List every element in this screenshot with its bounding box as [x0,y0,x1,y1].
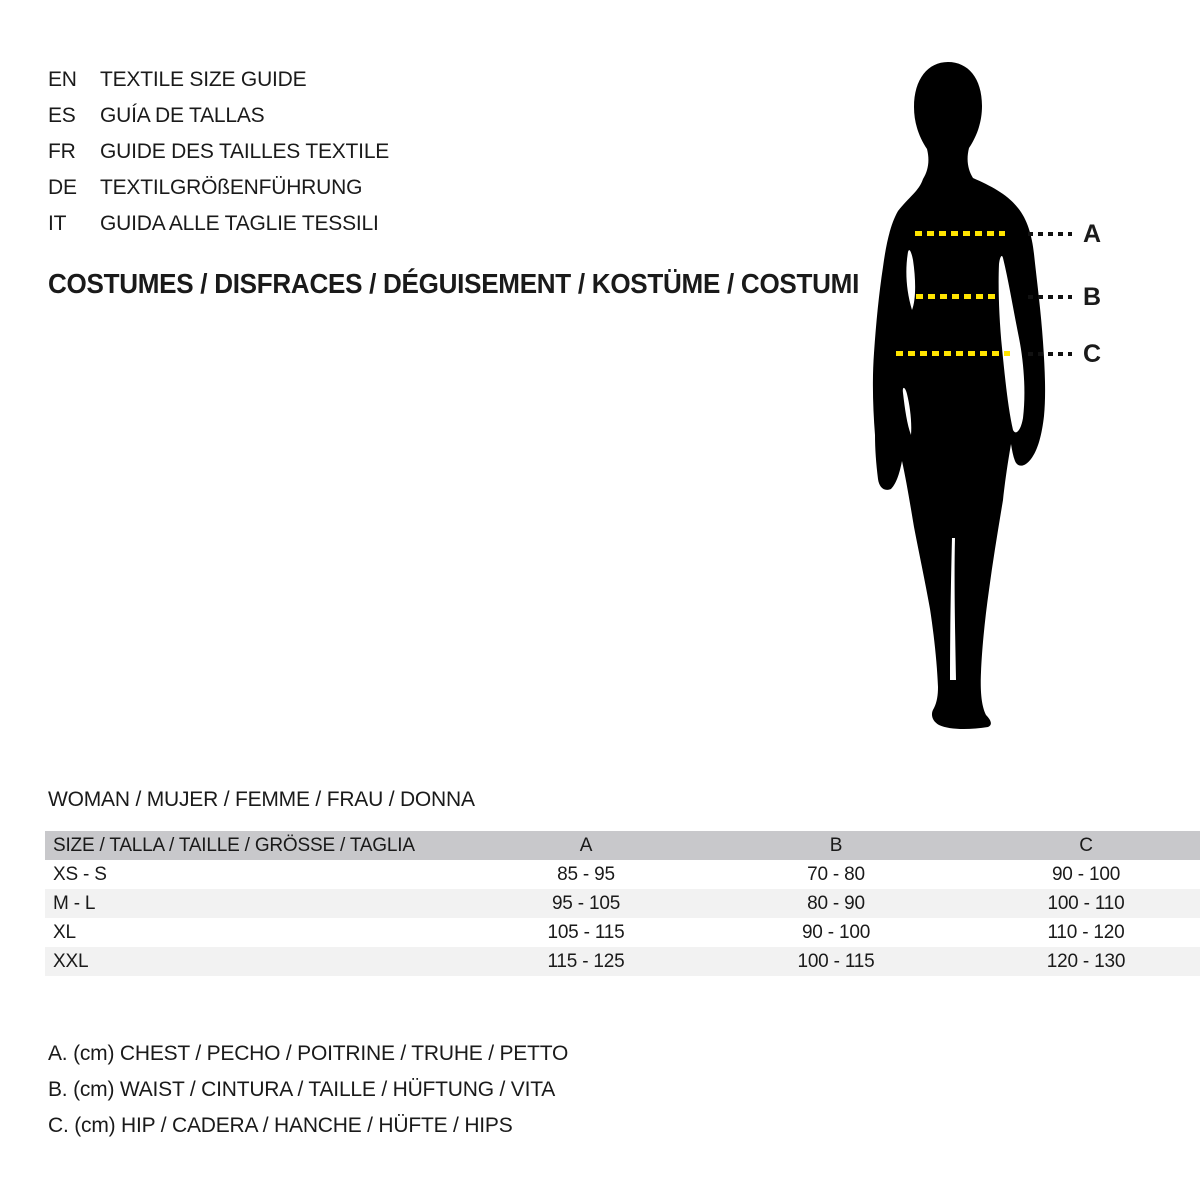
woman-silhouette [853,58,1065,730]
column-header-c: C [1079,834,1093,856]
legend-line-waist: B. (cm) WAIST / CINTURA / TAILLE / HÜFTUNG / VITA [48,1078,556,1101]
lang-code: FR [48,140,76,163]
lang-code: EN [48,68,77,91]
waist-range-cell: 100 - 115 [797,950,875,972]
lang-title: TEXTILGRÖßENFÜHRUNG [100,176,363,199]
column-header-b: B [829,834,843,856]
hip-leader-line [1028,352,1072,356]
category-title: COSTUMES / DISFRACES / DÉGUISEMENT / KOSTÜME / COSTUMI [48,268,860,299]
chest-range-cell: 115 - 125 [547,950,625,972]
waist-leader-line [1028,295,1072,299]
hip-range-cell: 110 - 120 [1047,921,1125,943]
size-cell: XS - S [53,863,107,885]
size-cell: XXL [53,950,89,972]
table-row-xl [45,918,1200,947]
table-row-xs-s [45,860,1200,889]
hip-label: C [1083,340,1102,368]
chest-range-cell: 105 - 115 [547,921,625,943]
size-table [45,831,1200,976]
lang-title: GUIDA ALLE TAGLIE TESSILI [100,212,379,235]
hip-dashed-line [896,351,1010,356]
measurement-legend [48,1036,568,1144]
hip-range-cell: 100 - 110 [1047,892,1125,914]
gender-section-title: WOMAN / MUJER / FEMME / FRAU / DONNA [48,788,475,811]
size-table-header-row [45,831,1200,860]
chest-range-cell: 85 - 95 [557,863,615,885]
chest-dashed-line [915,231,1005,236]
size-column-header: SIZE / TALLA / TAILLE / GRÖSSE / TAGLIA [53,834,415,856]
lang-title: TEXTILE SIZE GUIDE [100,68,307,91]
waist-range-cell: 80 - 90 [807,892,865,914]
table-row-xxl [45,947,1200,976]
waist-range-cell: 90 - 100 [801,921,871,943]
lang-title: GUÍA DE TALLAS [100,104,265,127]
lang-title: GUIDE DES TAILLES TEXTILE [100,140,390,163]
size-cell: M - L [53,892,96,914]
waist-range-cell: 70 - 80 [807,863,865,885]
legend-line-chest: A. (cm) CHEST / PECHO / POITRINE / TRUHE / PETTO [48,1042,569,1065]
table-row-m-l [45,889,1200,918]
chest-label: A [1083,220,1102,248]
chest-leader-line [1028,232,1072,236]
legend-line-hip: C. (cm) HIP / CADERA / HANCHE / HÜFTE / HIPS [48,1114,513,1137]
hip-range-cell: 120 - 130 [1046,950,1126,972]
waist-label: B [1083,283,1102,311]
lang-code: ES [48,104,76,127]
size-cell: XL [53,921,76,943]
chest-range-cell: 95 - 105 [551,892,621,914]
lang-code: DE [48,176,77,199]
column-header-a: A [579,834,593,856]
hip-range-cell: 90 - 100 [1051,863,1121,885]
lang-code: IT [48,212,67,235]
waist-dashed-line [916,294,998,299]
